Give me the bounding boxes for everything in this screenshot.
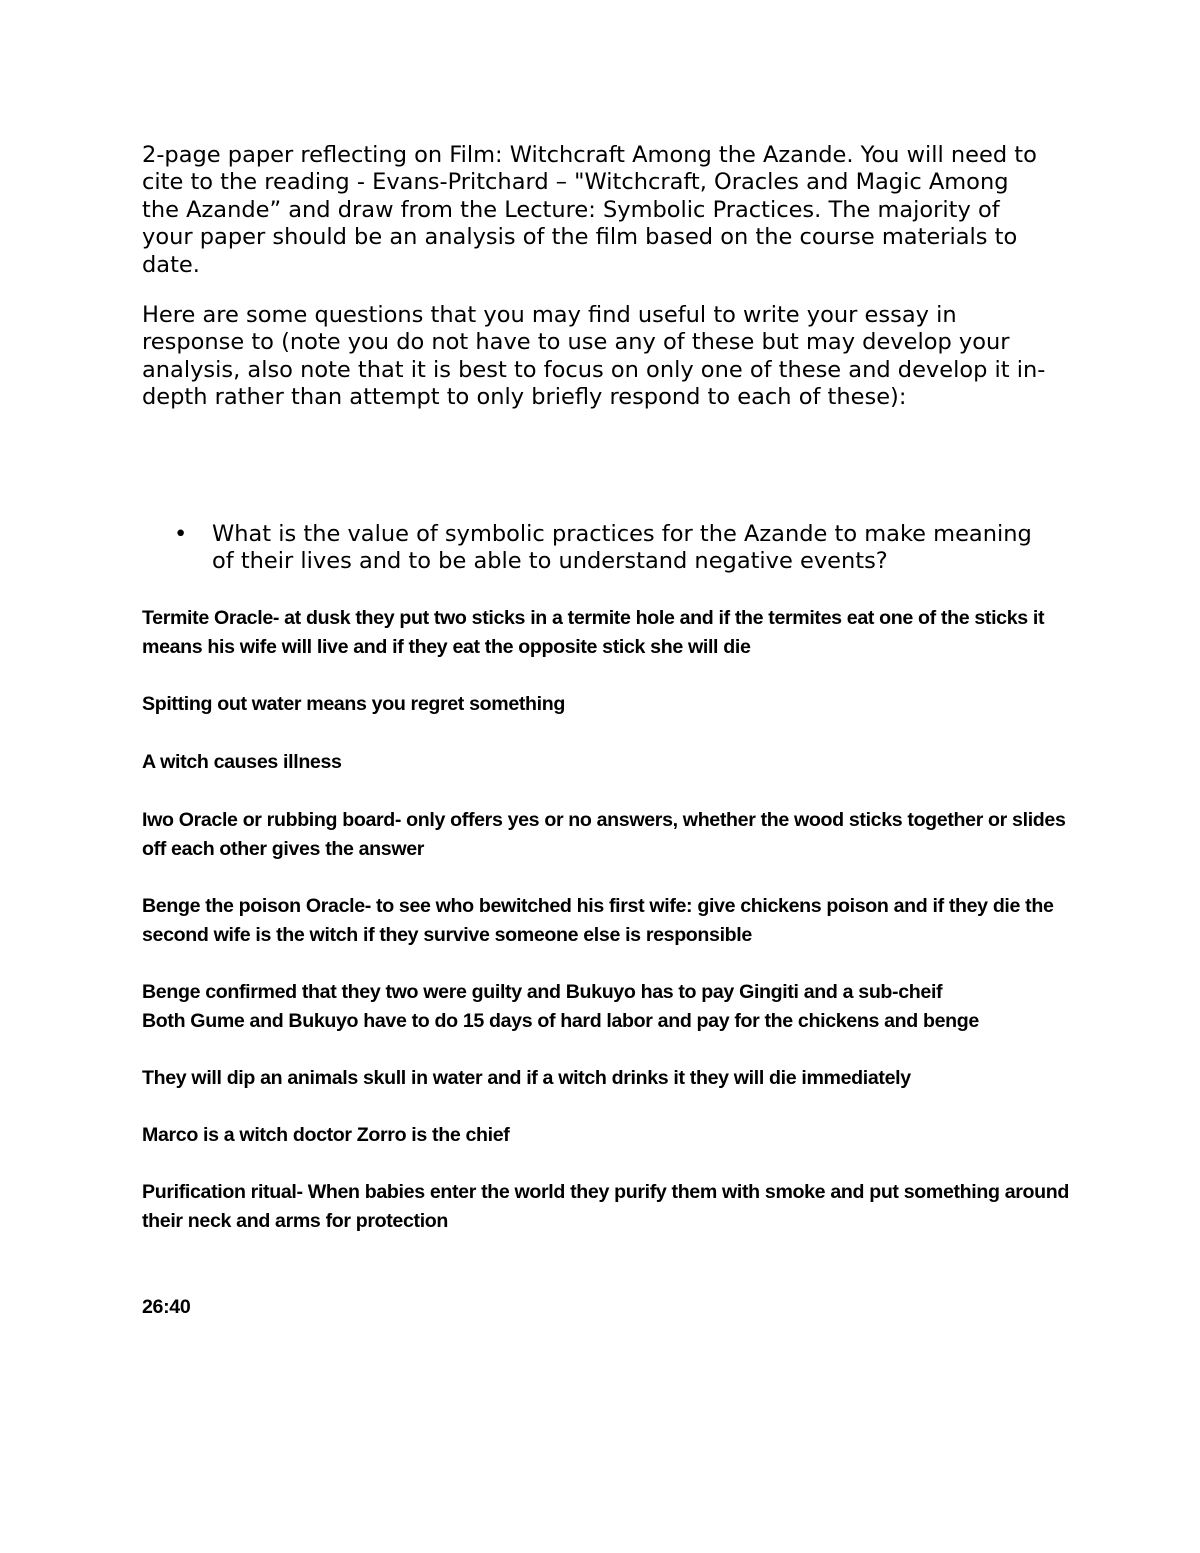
list-item [142, 521, 1052, 576]
timestamp: 26:40 [142, 1296, 191, 1318]
question-text: What is the value of symbolic practices for the Azande to make meaning of their lives and to be able to understand negative events? [212, 521, 1032, 575]
question-list [142, 521, 1052, 576]
bullet-icon: • [174, 521, 188, 547]
note-marco-zorro: Marco is a witch doctor Zorro is the chief [142, 1124, 510, 1146]
note-benge-oracle: Benge the poison Oracle- to see who bewitched his first wife: give chickens poison and if they die the second wife is the witch if they survive someone else is responsible [142, 895, 1054, 946]
note-benge-confirmed [142, 978, 1072, 1035]
note-benge-confirmed-line1: Benge confirmed that they two were guilty and Bukuyo has to pay Gingiti and a sub-cheif [142, 981, 943, 1003]
note-animal-skull: They will dip an animals skull in water and if a witch drinks it they will die immediately [142, 1067, 911, 1089]
note-iwo-oracle: Iwo Oracle or rubbing board- only offers yes or no answers, whether the wood sticks together or slides off each other gives the answer [142, 809, 1066, 860]
note-benge-confirmed-line2: Both Gume and Bukuyo have to do 15 days of hard labor and pay for the chickens and benge [142, 1009, 979, 1032]
assignment-description: 2-page paper reflecting on Film: Witchcraft Among the Azande. You will need to cite to the reading - Evans-Pritchard – "Witchcraft, Oracles and Magic Among the Azande” and draw from the Lecture: Symbolic Practices. The majority of your paper should be an analysis of the film based on the course materials to date. [142, 142, 1037, 278]
note-termite-oracle: Termite Oracle- at dusk they put two sticks in a termite hole and if the termites eat one of the sticks it means his wife will live and if they eat the opposite stick she will die [142, 607, 1045, 658]
assignment-guidance: Here are some questions that you may find useful to write your essay in response to (note you do not have to use any of these but may develop your analysis, also note that it is best to focus on only one of these and develop it in-depth rather than attempt to only briefly respond to each of these): [142, 302, 1046, 411]
note-witch-illness: A witch causes illness [142, 751, 342, 773]
note-purification: Purification ritual- When babies enter the world they purify them with smoke and put something around their neck and arms for protection [142, 1181, 1070, 1232]
note-spitting-water: Spitting out water means you regret something [142, 693, 565, 715]
